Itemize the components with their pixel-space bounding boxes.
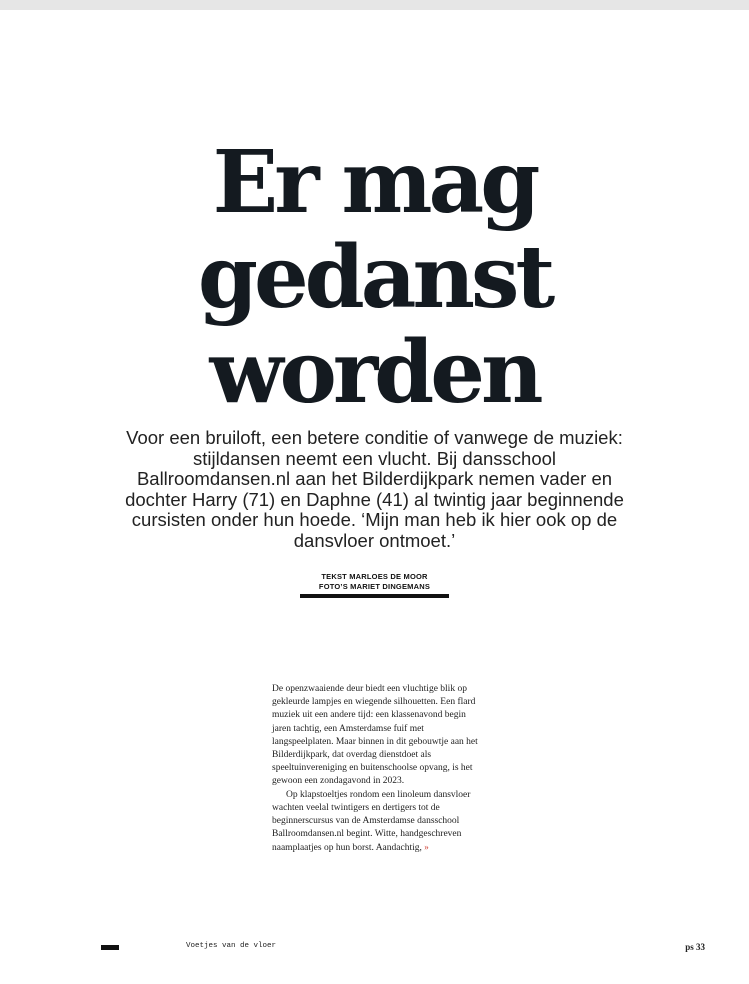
credits [300,572,449,598]
footer-section-block [101,945,119,950]
photo-credit: FOTO’S MARIET DINGEMANS [318,582,431,591]
credits-rule [300,594,449,598]
footer-section-title: Voetjes van de vloer [186,942,277,950]
body-paragraph-2 [272,789,482,856]
headline [0,132,749,423]
body-paragraph-1: De openzwaaiende deur biedt een vluchtige blik op gekleurde lampjes en wiegende silhouetten. Een flard muziek uit een andere tijd: een klassenavond begin jaren tachtig, een Amsterdamse fuif met langspeelplaten. Maar binnen in dit gebouwtje aan het Bilderdijkpark, dat overdag dienstdoet als speeltuinvereniging en buitenschoolse opvang, is het gewoon een zondagavond in 2023. [272,684,478,787]
headline-line-1: Er mag [212,132,537,233]
headline-line-3: worden [209,322,540,423]
intro-paragraph: Voor een bruiloft, een betere conditie of vanwege de muziek: stijldansen neemt een vlucht. Bij dansschool Ballroomdansen.nl aan het Bilderdijkpark nemen vader en dochter Harry (71) en Daphne (41) al twintig jaar beginnende cursisten onder hun hoede. ‘Mijn man heb ik hier ook op de dansvloer ontmoet.’ [125,427,624,551]
article-body [272,683,482,856]
body-paragraph-2-text: Op klapstoeltjes rondom een linoleum dansvloer wachten veelal twintigers en dertigers tot de beginnerscursus van de Amsterdamse dansschool Ballroomdansen.nl begint. Witte, handgeschreven naamplaatjes op hun borst. Aandachtig, [272,789,471,854]
continue-arrow-icon: » [424,842,429,853]
headline-line-2: gedanst [197,227,552,328]
top-strip [0,0,749,10]
author-credit: TEKST MARLOES DE MOOR [321,572,428,581]
page-number: ps 33 [685,942,705,952]
